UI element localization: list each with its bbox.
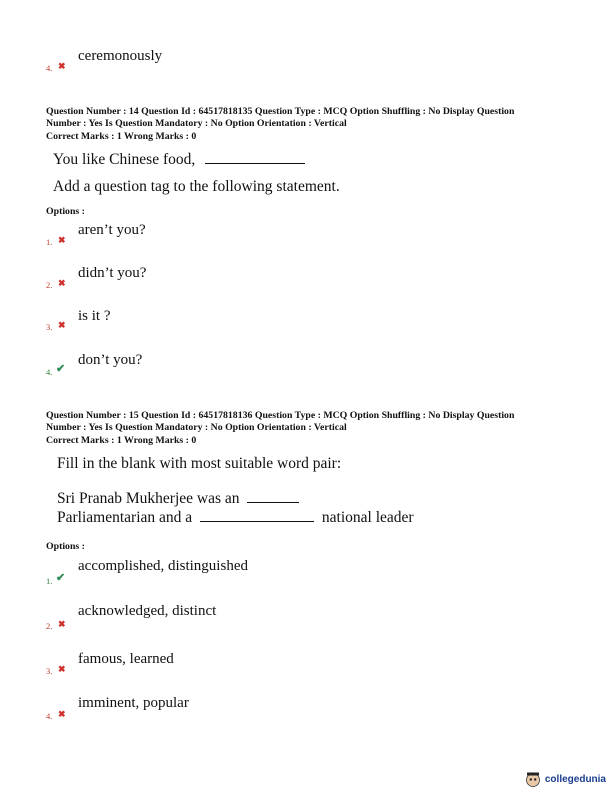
question-15-instruction: Fill in the blank with most suitable word pair:: [57, 455, 342, 472]
question-14-stem-text: You like Chinese food,: [53, 151, 196, 168]
option-number: 1.: [46, 237, 53, 247]
cross-icon: ✖: [58, 709, 66, 719]
option-number: 2.: [46, 621, 53, 631]
cross-icon: ✖: [58, 619, 66, 629]
option-number: 4.: [46, 63, 53, 73]
question-15-sentence-text: national leader: [321, 509, 414, 526]
cross-icon: ✖: [58, 320, 66, 330]
option-number: 4.: [46, 711, 53, 721]
question-15-meta-line1: Question Number : 15 Question Id : 64517818136 Question Type : MCQ Option Shuffling : No Display Question: [46, 410, 515, 421]
check-icon: ✔: [56, 363, 66, 375]
question-15-sentence-line2: [57, 509, 414, 527]
question-15-sentence-text: Sri Pranab Mukherjee was an: [57, 490, 240, 507]
option-text: is it ?: [78, 308, 111, 324]
option-text: accomplished, distinguished: [78, 558, 248, 574]
option-text: don’t you?: [78, 352, 143, 368]
answer-blank: [200, 509, 314, 522]
answer-blank: [205, 151, 305, 164]
question-14-options-label: Options :: [46, 206, 85, 217]
collegedunia-logo: [524, 770, 606, 788]
option-text: didn’t you?: [78, 265, 147, 281]
option-number: 1.: [46, 576, 53, 586]
question-14-stem: [53, 151, 305, 169]
cross-icon: ✖: [58, 278, 66, 288]
option-number: 4.: [46, 367, 53, 377]
brand-name: collegedunia: [544, 773, 606, 785]
question-14-instruction: Add a question tag to the following statement.: [53, 178, 340, 195]
option-text: aren’t you?: [78, 222, 146, 238]
question-14-meta-line2: Number : Yes Is Question Mandatory : No Option Orientation : Vertical: [46, 117, 347, 129]
mascot-icon: [524, 770, 542, 788]
option-number: 2.: [46, 280, 53, 290]
option-number: 3.: [46, 322, 53, 332]
option-text: acknowledged, distinct: [78, 603, 217, 619]
question-15-sentence-text: Parliamentarian and a: [57, 509, 193, 526]
question-15-marks: Correct Marks : 1 Wrong Marks : 0: [46, 435, 197, 446]
question-15-meta: [46, 410, 566, 433]
cross-icon: ✖: [58, 664, 66, 674]
answer-blank: [247, 490, 299, 503]
option-text: ceremonously: [78, 48, 163, 64]
question-15-options-label: Options :: [46, 541, 85, 552]
cross-icon: ✖: [58, 61, 66, 71]
question-15-sentence-line1: [57, 490, 299, 508]
question-14-meta: [46, 106, 566, 129]
option-number: 3.: [46, 666, 53, 676]
cross-icon: ✖: [58, 235, 66, 245]
question-14-marks: Correct Marks : 1 Wrong Marks : 0: [46, 131, 197, 142]
question-14-meta-line1: Question Number : 14 Question Id : 64517818135 Question Type : MCQ Option Shuffling : No Display Question: [46, 106, 515, 117]
check-icon: ✔: [56, 572, 66, 584]
option-text: famous, learned: [78, 651, 174, 667]
option-text: imminent, popular: [78, 695, 189, 711]
question-15-meta-line2: Number : Yes Is Question Mandatory : No Option Orientation : Vertical: [46, 421, 347, 433]
